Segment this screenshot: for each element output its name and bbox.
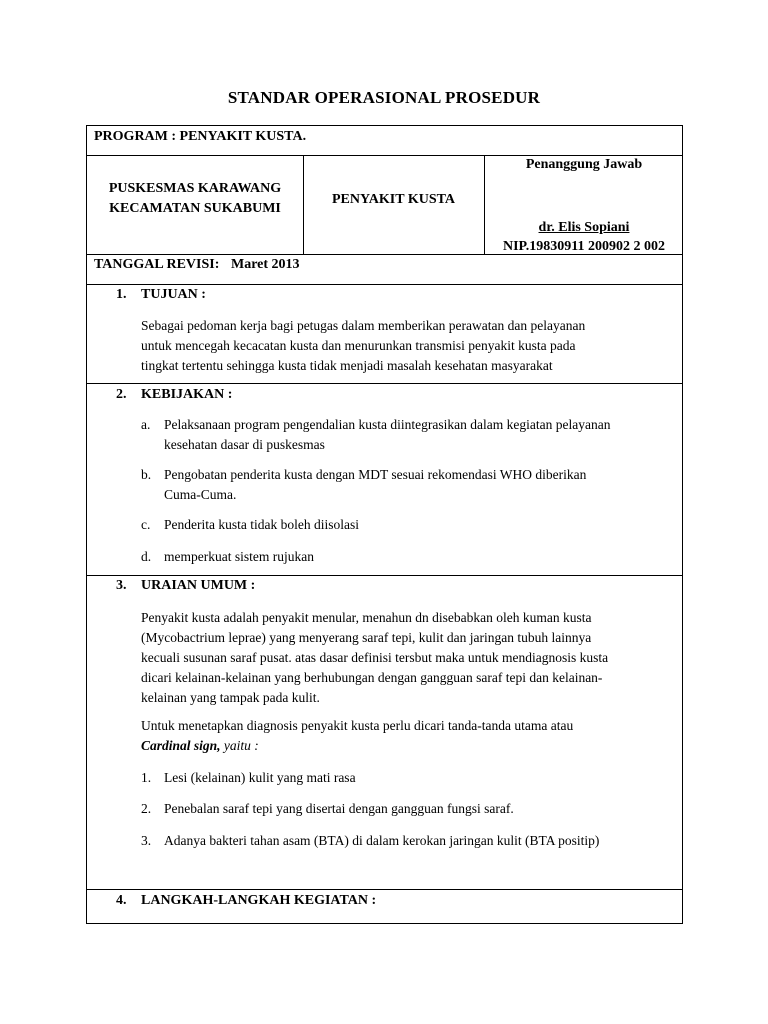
paragraph-line: Untuk menetapkan diagnosis penyakit kusta perlu dicari tanda-tanda utama atau	[141, 718, 574, 733]
responsible-nip: NIP.19830911 200902 2 002	[502, 239, 666, 254]
list-item-line: Pelaksanaan program pengendalian kusta diintegrasikan dalam kegiatan pelayanan	[164, 417, 611, 432]
section-number: 3.	[116, 578, 127, 593]
list-marker: 3.	[141, 833, 152, 848]
section-heading-kebijakan: KEBIJAKAN :	[141, 387, 233, 402]
facility-line-1: PUSKESMAS KARAWANG	[108, 181, 282, 196]
list-marker: d.	[141, 549, 152, 564]
paragraph-line: tingkat tertentu sehingga kusta tidak menjadi masalah kesehatan masyarakat	[141, 358, 553, 373]
section-heading-uraian: URAIAN UMUM :	[141, 578, 256, 593]
paragraph-line: Penyakit kusta adalah penyakit menular, menahun dn disebabkan oleh kuman kusta	[141, 610, 592, 625]
list-item-line: kesehatan dasar di puskesmas	[164, 437, 325, 452]
section-heading-langkah: LANGKAH-LANGKAH KEGIATAN :	[141, 893, 377, 908]
list-item: Adanya bakteri tahan asam (BTA) di dalam kerokan jaringan kulit (BTA positip)	[164, 833, 600, 848]
list-marker: b.	[141, 467, 152, 482]
list-item	[164, 415, 684, 455]
cardinal-sign-term: Cardinal sign,	[141, 738, 221, 753]
list-item: Penebalan saraf tepi yang disertai dengan gangguan fungsi saraf.	[164, 801, 514, 816]
list-item	[164, 465, 684, 505]
responsible-label: Penanggung Jawab	[525, 157, 643, 172]
list-marker: c.	[141, 517, 151, 532]
facility-line-2: KECAMATAN SUKABUMI	[109, 201, 281, 216]
uraian-paragraph-1	[141, 608, 681, 708]
list-marker: 2.	[141, 801, 152, 816]
subject-label: PENYAKIT KUSTA	[331, 192, 456, 207]
revision-date: Maret 2013	[231, 257, 300, 272]
paragraph-line: kecuali susunan saraf pusat. atas dasar definisi tersbut maka untuk mendiagnosis kusta	[141, 650, 609, 665]
row-divider	[87, 383, 682, 384]
cardinal-sign-suffix: yaitu :	[220, 738, 259, 753]
paragraph-line: kelainan yang tampak pada kulit.	[141, 690, 320, 705]
list-item-line: Cuma-Cuma.	[164, 487, 237, 502]
list-item: Lesi (kelainan) kulit yang mati rasa	[164, 770, 356, 785]
section-number: 2.	[116, 387, 127, 402]
uraian-paragraph-2	[141, 716, 681, 756]
paragraph-line: Sebagai pedoman kerja bagi petugas dalam memberikan perawatan dan pelayanan	[141, 318, 586, 333]
paragraph-line: untuk mencegah kecacatan kusta dan menurunkan transmisi penyakit kusta pada	[141, 338, 576, 353]
tujuan-paragraph	[141, 316, 681, 376]
list-item: memperkuat sistem rujukan	[164, 549, 314, 564]
paragraph-line: (Mycobactrium leprae) yang menyerang saraf tepi, kulit dan jaringan tubuh lainnya	[141, 630, 592, 645]
page-title: STANDAR OPERASIONAL PROSEDUR	[227, 88, 541, 107]
sop-table	[86, 125, 683, 924]
list-item-line: Pengobatan penderita kusta dengan MDT sesuai rekomendasi WHO diberikan	[164, 467, 587, 482]
revision-label: TANGGAL REVISI:	[94, 257, 220, 272]
paragraph-line	[141, 736, 681, 756]
row-divider	[87, 889, 682, 890]
paragraph-line: dicari kelainan-kelainan yang berhubungan dengan gangguan saraf tepi dan kelainan-	[141, 670, 603, 685]
section-heading-tujuan: TUJUAN :	[141, 287, 206, 302]
list-marker: a.	[141, 417, 151, 432]
section-number: 4.	[116, 893, 127, 908]
list-marker: 1.	[141, 770, 152, 785]
section-number: 1.	[116, 287, 127, 302]
program-label: PROGRAM : PENYAKIT KUSTA.	[94, 129, 307, 144]
responsible-name: dr. Elis Sopiani	[538, 220, 630, 235]
list-item: Penderita kusta tidak boleh diisolasi	[164, 517, 359, 532]
